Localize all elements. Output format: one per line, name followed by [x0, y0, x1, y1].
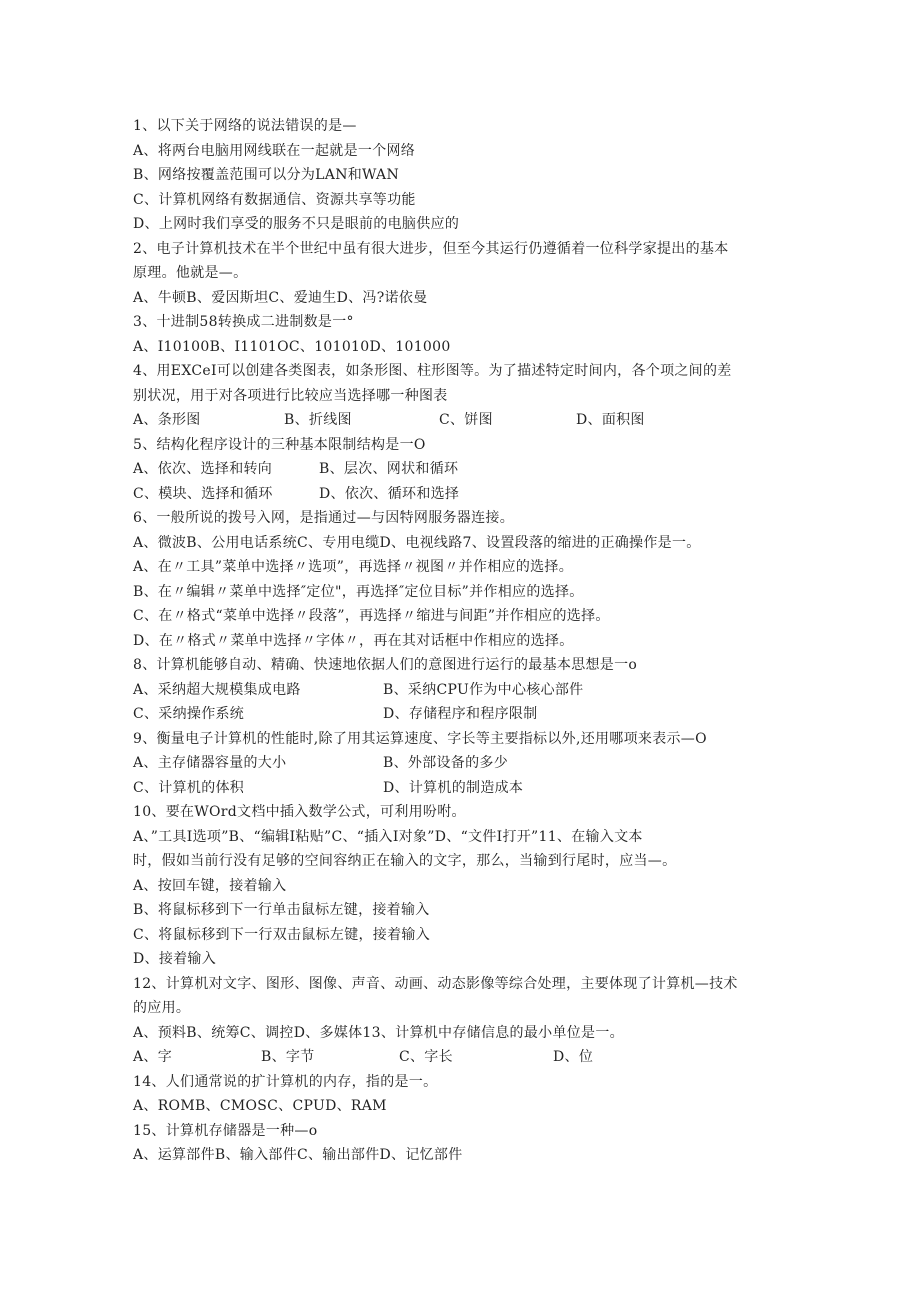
q11-option-c: C、将鼠标移到下一行双击鼠标左键，接着输入	[133, 927, 431, 943]
q6-options-q7-stem: A、微波B、公用电话系统C、专用电缆D、电视线路7、设置段落的缩进的正确操作是一。	[133, 535, 701, 551]
q9-option-c: C、计算机的体积	[133, 780, 245, 796]
q5-option-d: D、依次、循环和选择	[319, 486, 460, 502]
q11-option-a: A、按回车键，接着输入	[133, 878, 287, 894]
q13-option-c: C、字长	[399, 1049, 453, 1065]
q7-option-d: D、在〃格式〃菜单中选择〃字体〃，再在其对话框中作相应的选择。	[133, 633, 574, 649]
q1-option-d: D、上网时我们享受的服务不只是眼前的电脑供应的	[133, 216, 460, 232]
question-12-stem: 12、计算机对文字、图形、图像、声音、动画、动态影像等综合处理，主要体现了计算机—技术	[133, 976, 738, 992]
question-2-stem-cont: 原理。他就是—。	[133, 265, 248, 281]
question-2-stem: 2、电子计算机技术在半个世纪中虽有很大进步，但至今其运行仍遵循着一位科学家提出的基本	[133, 241, 729, 257]
q13-option-b: B、字节	[261, 1049, 315, 1065]
q7-option-a: A、在〃工具”菜单中选择〃选项”，再选择〃视图〃并作相应的选择。	[133, 559, 574, 575]
q12-options-q13-stem: A、预料B、统筹C、调控D、多媒体13、计算机中存储信息的最小单位是一。	[133, 1025, 624, 1041]
question-15-stem: 15、计算机存储器是一种—o	[133, 1123, 318, 1139]
q13-option-a: A、字	[133, 1049, 173, 1065]
question-12-stem-cont: 的应用。	[133, 1000, 191, 1016]
q8-option-a: A、采纳超大规模集成电路	[133, 682, 301, 698]
q14-options: A、ROMB、CMOSC、CPUD、RAM	[133, 1098, 387, 1114]
question-6-stem: 6、一般所说的拨号入网，是指通过—与因特网服务器连接。	[133, 510, 515, 526]
q11-option-b: B、将鼠标移到下一行单击鼠标左键，接着输入	[133, 902, 430, 918]
q2-options: A、牛顿B、爱因斯坦C、爱迪生D、冯?诺依曼	[133, 290, 428, 306]
question-5-stem: 5、结构化程序设计的三种基本限制结构是一O	[133, 437, 426, 453]
q11-option-d: D、接着输入	[133, 951, 217, 967]
question-1-stem: 1、以下关于网络的说法错误的是—	[133, 118, 357, 134]
q3-options: A、I10100B、I1101OC、101010D、101000	[133, 339, 451, 355]
q7-option-b: B、在〃编辑〃菜单中选择″定位"，再选择″定位目标”并作相应的选择。	[133, 584, 584, 600]
q9-option-b: B、外部设备的多少	[383, 755, 508, 771]
q9-option-a: A、主存储器容量的大小	[133, 755, 287, 771]
question-4-stem: 4、用EXCeI可以创建各类图表，如条形图、柱形图等。为了描述特定时间内，各个项之间的差	[133, 363, 732, 379]
q1-option-b: B、网络按覆盖范围可以分为LAN和WAN	[133, 167, 399, 183]
q8-option-b: B、采纳CPU作为中心核心部件	[383, 682, 584, 698]
q4-option-a: A、条形图	[133, 412, 201, 428]
q8-option-c: C、采纳操作系统	[133, 706, 245, 722]
q1-option-c: C、计算机网络有数据通信、资源共享等功能	[133, 192, 416, 208]
q10-options-q11-stem: A、”工具I选项”B、“编辑I粘贴”C、“插入I对象”D、“文件I打开”11、在输入文本	[133, 829, 643, 845]
q7-option-c: C、在〃格式“菜单中选择〃段落”，再选择〃缩进与间距”并作相应的选择。	[133, 608, 610, 624]
question-10-stem: 10、要在WOrd文档中插入数学公式，可利用吩咐。	[133, 804, 466, 820]
q8-option-d: D、存储程序和程序限制	[383, 706, 538, 722]
q4-option-d: D、面积图	[576, 412, 645, 428]
q15-options: A、运算部件B、输入部件C、输出部件D、记忆部件	[133, 1147, 463, 1163]
question-8-stem: 8、计算机能够自动、精确、快速地依据人们的意图进行运行的最基本思想是一o	[133, 657, 638, 673]
question-4-stem-cont: 别状况，用于对各项进行比较应当选择哪一种图表	[133, 388, 448, 404]
question-11-stem-cont: 时，假如当前行没有足够的空间容纳正在输入的文字，那么，当输到行尾时，应当—。	[133, 853, 677, 869]
q5-option-b: B、层次、网状和循环	[319, 461, 459, 477]
q5-option-a: A、依次、选择和转向	[133, 461, 273, 477]
q4-option-b: B、折线图	[284, 412, 352, 428]
question-9-stem: 9、衡量电子计算机的性能时,除了用其运算速度、字长等主要指标以外,还用哪项来表示—O	[133, 731, 707, 747]
q9-option-d: D、计算机的制造成本	[383, 780, 524, 796]
q4-option-c: C、饼图	[439, 412, 493, 428]
question-3-stem: 3、十进制58转换成二进制数是一°	[133, 314, 354, 330]
question-14-stem: 14、人们通常说的扩计算机的内存，指的是一。	[133, 1074, 438, 1090]
q1-option-a: A、将两台电脑用网线联在一起就是一个网络	[133, 143, 416, 159]
q5-option-c: C、模块、选择和循环	[133, 486, 273, 502]
q13-option-d: D、位	[553, 1049, 594, 1065]
